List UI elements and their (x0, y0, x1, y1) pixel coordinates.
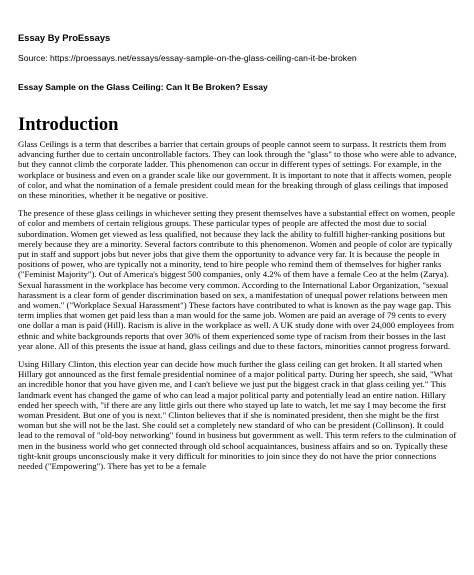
paragraph: Using Hillary Clinton, this election year can decide how much further the glass ceiling can get broken. It all started when Hillary got announced as the first female presidential nominee of a major political party. During her speech, she said, "What an incredible honor that you have given me, and I can't believe we just put the biggest crack in that glass ceiling yet." This landmark event has changed the game of who can lead a major political party and potentially lead an entire nation. Hillary ended her speech with, "if there are any little girls out there who stayed up late to watch, let me say I may become the first woman President. But one of you is next." Clinton believes that if she is nominated president, then she might be the first woman but she will not be the last. She could set a completely new standard of who can be president (Collinson). It could lead to the removal of "old-boy networking" found in business but government as well. This term refers to the culmination of men in the business world who get connected through old school acquaintances, business affairs and so on. Typically these tight-knit groups unconsciously make it very difficult for minorities to join since they do not have the prior connections needed ("Empowering"). There has yet to be a female (18, 359, 457, 472)
essay-body (18, 139, 458, 479)
source-line: Source: https://proessays.net/essays/essay-sample-on-the-glass-ceiling-can-it-be-broken (18, 53, 357, 63)
section-heading: Introduction (18, 115, 119, 135)
site-name: Essay By ProEssays (18, 32, 111, 43)
paragraph: The presence of these glass ceilings in whichever setting they present themselves have a substantial effect on women, people of color and members of certain religious groups. These particular types of people are affected the most due to social subordination. Women get viewed as less qualified, not because they lack the ability to fulfill higher-ranking positions but merely because they are a minority. Several factors contribute to this phenomenon. Women and people of color are typically put in staff and support jobs but never jobs that give them the opportunity to advance very far. It is because the people in positions of power, who are typically not a minority, tend to hire people who remind them of themselves for higher ranks ("Feminist Majority"). Out of America's biggest 500 companies, only 4.2% of them have a female Ceo at the helm (Zarya). Sexual harassment in the workplace has become very common. According to the International Labor Organization, "sexual harassment is a clear form of gender discrimination based on sex, a manifestation of unequal power relations between men and women." ("Workplace Sexual Harassment") These factors have contributed to what is known as the pay wage gap. This term implies that women get paid less than a man would for the same job. Women are paid an average of 79 cents to every one dollar a man is paid (Hill). Racism is alive in the workplace as well. A UK study done with over 24,000 employees from ethnic and white backgrounds reports that over 30% of them experienced some type of racism from their bosses in the last year alone. All of this presents the issue at hand, glass ceilings and due to these factors, minorities cannot progress forward. (18, 208, 455, 351)
essay-title: Essay Sample on the Glass Ceiling: Can It Be Broken? Essay (18, 82, 268, 92)
paragraph: Glass Ceilings is a term that describes a barrier that certain groups of people cannot seem to surpass. It restricts them from advancing further due to certain uncontrollable factors. They can look through the "glass" to those who were able to advance, but they cannot climb the corporate ladder. This phenomenon can occur in different types of settings. For example, in the workplace or business and even on a grander scale like our government. It is important to note that it affects women, people of color, and what the nomination of a female president could mean for the breaking through of glass ceilings that imposed on these minorities, whether it be negative or positive. (18, 139, 457, 201)
